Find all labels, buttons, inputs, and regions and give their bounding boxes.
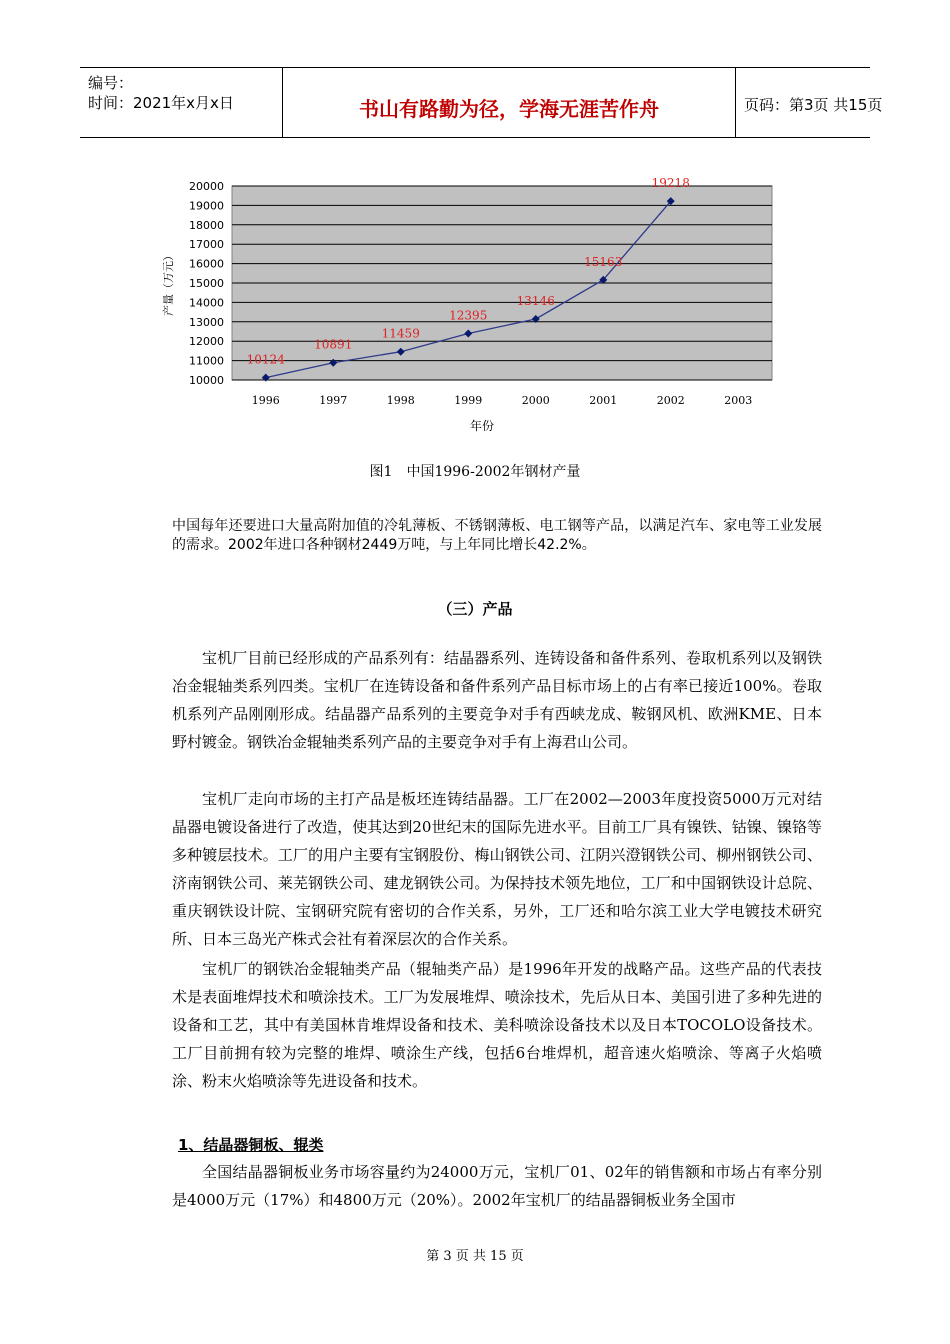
header-page-label: 页码：第3页 共15页 [744,96,883,114]
y-tick-label: 15000 [189,277,224,290]
y-tick-label: 14000 [189,296,224,310]
y-tick-label: 19000 [189,199,224,213]
body-paragraph-3: 宝机厂的钢铁冶金辊轴类产品（辊轴类产品）是1996年开发的战略产品。这些产品的代表技术是表面堆焊技术和喷涂技术。工厂为发展堆焊、喷涂技术，先后从日本、美国引进了多种先进的设备和工艺，其中有美国林肯堆焊设备和技术、美科喷涂设备技术以及日本TOCOLO设备技术。工厂目前拥有较为完整的堆焊、喷涂生产线，包括6台堆焊机，超音速火焰喷涂、等离子火焰喷涂、粉末火焰喷涂等先进设备和技术。 [172,960,822,1090]
x-tick-label: 1997 [319,394,348,407]
page-footer: 第 3 页 共 15 页 [426,1249,524,1264]
y-tick-label: 11000 [189,354,224,368]
data-label: 10124 [246,352,285,367]
y-tick-label: 16000 [189,257,224,271]
y-tick-label: 12000 [189,335,224,349]
data-label: 15163 [584,254,623,269]
intro-paragraph: 中国每年还要进口大量高附加值的冷轧薄板、不锈钢薄板、电工钢等产品，以满足汽车、家电等工业发展的需求。2002年进口各种钢材2449万吨，与上年同比增长42.2%。 [172,518,822,553]
y-tick-label: 17000 [189,238,224,252]
data-label: 19218 [651,176,690,191]
header-meta-cell [80,68,282,137]
x-tick-label: 1998 [386,394,415,407]
header-time-label: 时间：2021年x月x日 [88,94,234,112]
x-axis-label: 年份 [469,419,495,433]
x-tick-label: 1999 [454,394,483,407]
header-number-label: 编号： [88,74,134,92]
page-header [80,67,883,138]
data-label: 12395 [449,308,488,323]
data-label: 13146 [516,293,555,308]
header-motto: 书山有路勤为径，学海无涯苦作舟 [359,97,659,121]
y-tick-label: 18000 [189,218,224,232]
subsection-paragraph: 全国结晶器铜板业务市场容量约为24000万元，宝机厂01、02年的销售额和市场占有率分别是4000万元（17%）和4800万元（20%）。2002年宝机厂的结晶器铜板业务全国市 [172,1163,822,1209]
header-page-cell [736,68,883,137]
data-label: 11459 [381,326,420,341]
y-tick-label: 20000 [189,180,224,193]
body-paragraph-1: 宝机厂目前已经形成的产品系列有：结晶器系列、连铸设备和备件系列、卷取机系列以及钢铁冶金辊轴类系列四类。宝机厂在连铸设备和备件系列产品目标市场上的占有率已接近100%。卷取机系列产品刚刚形成。结晶器产品系列的主要竞争对手有西峡龙成、鞍钢风机、欧洲KME、日本野村镀金。钢铁冶金辊轴类系列产品的主要竞争对手有上海君山公司。 [172,649,822,751]
x-tick-label: 2001 [589,394,618,407]
body-paragraph-2: 宝机厂走向市场的主打产品是板坯连铸结晶器。工厂在2002—2003年度投资5000万元对结晶器电镀设备进行了改造，使其达到20世纪末的国际先进水平。目前工厂具有镍铁、钴镍、镍铬等多种镀层技术。工厂的用户主要有宝钢股份、梅山钢铁公司、江阴兴澄钢铁公司、柳州钢铁公司、济南钢铁公司、莱芜钢铁公司、建龙钢铁公司。为保持技术领先地位，工厂和中国钢铁设计总院、重庆钢铁设计院、宝钢研究院有密切的合作关系，另外，工厂还和哈尔滨工业大学电镀技术研究所、日本三岛光产株式会社有着深层次的合作关系。 [172,790,822,948]
steel-production-chart [150,175,790,435]
y-tick-label: 10000 [189,374,224,387]
x-tick-label: 2003 [724,394,753,407]
data-label: 10891 [314,337,353,352]
subsection-title: 1、结晶器铜板、辊类 [178,1136,324,1154]
x-tick-label: 1996 [251,394,280,407]
x-tick-label: 2002 [656,394,685,407]
y-tick-label: 13000 [189,315,224,329]
y-axis-label: 产量（万元） [162,250,175,316]
x-tick-label: 2000 [521,394,550,407]
section-title: （三）产品 [437,600,513,618]
figure-caption: 图1 中国1996-2002年钢材产量 [369,464,581,480]
header-motto-cell [282,68,736,137]
